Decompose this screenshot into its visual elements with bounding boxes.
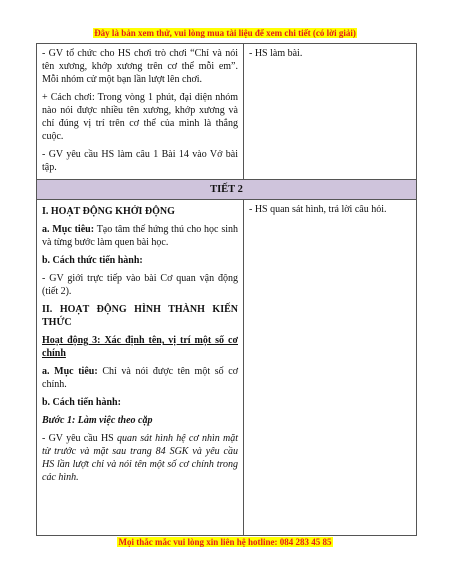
paragraph: - GV tổ chức cho HS chơi trò chơi “Chỉ và nói tên xương, khớp xương trên cơ thể mỗi em”. Mỗi nhóm cử một bạn lần lượt lên chơi. xyxy=(42,48,238,85)
student-activity-text: - HS quan sát hình, trả lời câu hỏi. xyxy=(249,204,387,215)
hotline-banner-text: Mọi thắc mắc vui lòng xin liên hệ hotline: 084 283 45 85 xyxy=(118,537,332,547)
teacher-activity-cell xyxy=(37,200,244,536)
procedure-label: b. Cách tiến hành: xyxy=(42,397,121,408)
student-activity-cell xyxy=(244,200,417,536)
objective-paragraph xyxy=(42,365,238,391)
section-title: TIẾT 2 xyxy=(37,180,417,200)
step-paragraph xyxy=(42,432,238,484)
activity-title: Hoạt động 3: Xác định tên, vị trí một số cơ chính xyxy=(42,335,238,359)
student-activity-text: - HS làm bài. xyxy=(249,48,303,59)
student-activity-cell xyxy=(244,44,417,180)
step-prefix: - GV yêu cầu HS xyxy=(42,433,117,444)
objective-paragraph xyxy=(42,223,238,249)
table-row xyxy=(37,200,417,536)
paragraph: + Cách chơi: Trong vòng 1 phút, đại diện nhóm nào nói được nhiều tên xương, khớp xương và chỉ đúng vị trí trên cơ thể của mình là thắng cuộc. xyxy=(42,92,238,142)
paragraph: - GV giới trực tiếp vào bài Cơ quan vận động (tiết 2). xyxy=(42,273,238,297)
teacher-activity-cell xyxy=(37,44,244,180)
procedure-label: b. Cách thức tiến hành: xyxy=(42,255,143,266)
heading-warmup: I. HOẠT ĐỘNG KHỞI ĐỘNG xyxy=(42,206,175,217)
section-row xyxy=(37,180,417,200)
preview-banner-text: Đây là bản xem thử, vui lòng mua tài liệu để xem chi tiết (có lời giải) xyxy=(94,28,356,38)
hotline-banner xyxy=(0,537,450,547)
objective-label: a. Mục tiêu: xyxy=(42,224,95,235)
paragraph: - GV yêu cầu HS làm câu 1 Bài 14 vào Vở bài tập. xyxy=(42,149,238,173)
objective-text: Tạo tâm thế hứng thú cho học sinh và từng bước làm quen bài học. xyxy=(42,224,238,248)
preview-banner xyxy=(0,28,450,38)
heading-knowledge: II. HOẠT ĐỘNG HÌNH THÀNH KIẾN THỨC xyxy=(42,304,238,328)
step-italic-text: quan sát hình hệ cơ nhìn mặt từ trước và mặt sau trang 84 SGK và yêu cầu HS lần lượt chỉ và nói tên một số cơ chính trong các hình. xyxy=(42,433,238,483)
objective-text: Chỉ và nói được tên một số cơ chính. xyxy=(42,366,238,390)
table-row xyxy=(37,44,417,180)
step-title: Bước 1: Làm việc theo cặp xyxy=(42,415,153,426)
lesson-plan-table xyxy=(36,43,417,536)
objective-label: a. Mục tiêu: xyxy=(42,366,98,377)
